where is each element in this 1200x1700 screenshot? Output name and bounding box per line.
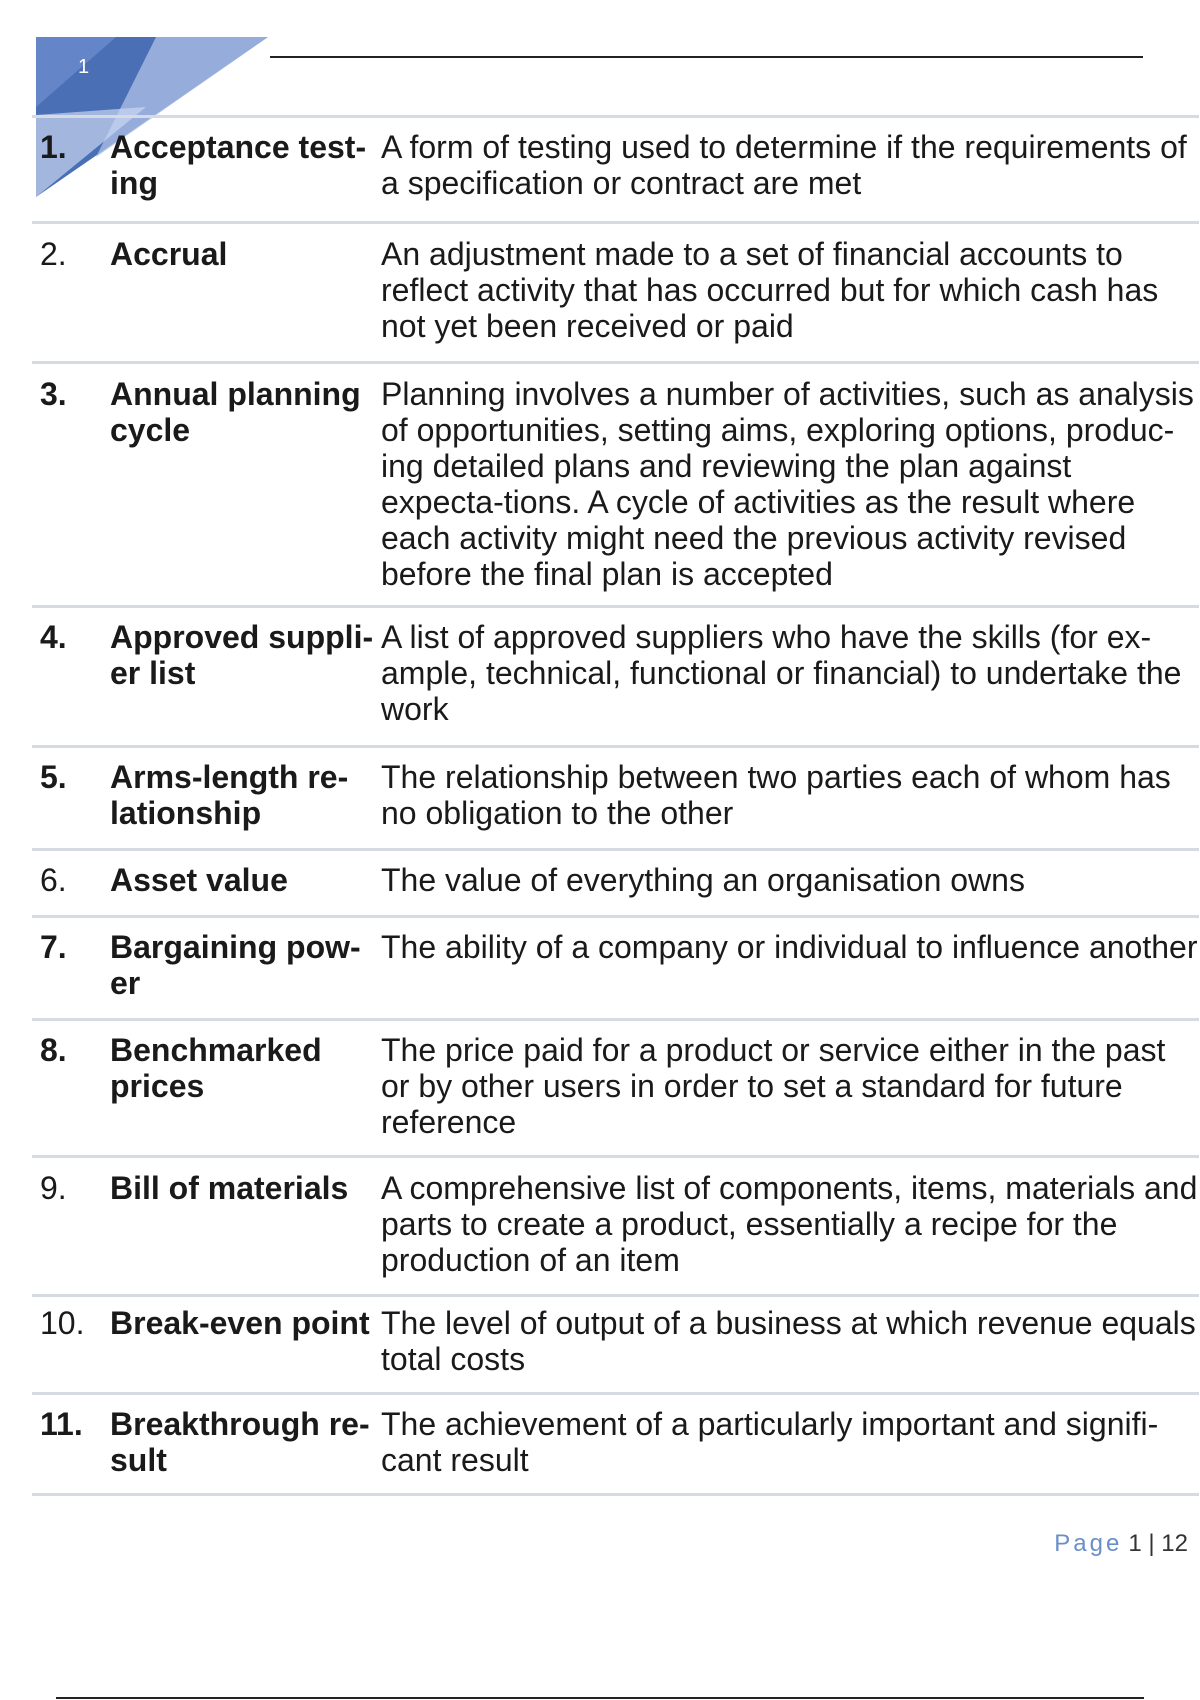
row-number: 5. bbox=[40, 759, 67, 795]
page-footer bbox=[1054, 1530, 1188, 1558]
page-total: 12 bbox=[1161, 1530, 1188, 1557]
row-number: 11. bbox=[40, 1406, 83, 1442]
page-current: 1 bbox=[1128, 1530, 1142, 1557]
glossary-row bbox=[32, 361, 1199, 605]
page-separator: | bbox=[1148, 1530, 1155, 1557]
row-number: 9. bbox=[40, 1170, 67, 1206]
row-term: Annual planning cycle bbox=[110, 376, 361, 448]
row-number: 1. bbox=[40, 129, 67, 165]
row-term: Bargaining pow- er bbox=[110, 929, 361, 1001]
row-term: Arms-length re- lationship bbox=[110, 759, 349, 831]
row-definition: The value of everything an organisation owns bbox=[381, 862, 1025, 898]
row-term: Approved suppli- er list bbox=[110, 619, 374, 691]
glossary-row bbox=[32, 1018, 1199, 1155]
row-definition: Planning involves a number of activities, such as analysis of opportunities, setting aims, exploring options, produc-ing detailed plans and reviewing the plan against expecta-tions. A cycle of activities as the result where each activity might need the previous activity revised before the final plan is accepted bbox=[381, 376, 1194, 592]
glossary-row bbox=[32, 115, 1199, 221]
row-definition: The ability of a company or individual to influence another bbox=[381, 929, 1198, 965]
row-number: 7. bbox=[40, 929, 67, 965]
row-definition: A form of testing used to determine if the requirements of a specification or contract are met bbox=[381, 129, 1187, 201]
row-term: Break-even point bbox=[110, 1305, 370, 1341]
row-term: Accrual bbox=[110, 236, 228, 272]
tab-page-number: 1 bbox=[78, 56, 90, 78]
page-label: Page bbox=[1054, 1530, 1123, 1557]
row-definition: An adjustment made to a set of financial accounts to reflect activity that has occurred but for which cash has not yet been received or paid bbox=[381, 236, 1159, 344]
row-term: Asset value bbox=[110, 862, 288, 898]
glossary-row bbox=[32, 915, 1199, 1018]
header-rule bbox=[270, 56, 1143, 58]
glossary-row bbox=[32, 1294, 1199, 1392]
glossary-row bbox=[32, 848, 1199, 915]
row-term: Acceptance test- ing bbox=[110, 129, 367, 201]
row-term: Bill of materials bbox=[110, 1170, 349, 1206]
row-number: 6. bbox=[40, 862, 67, 898]
row-definition: The level of output of a business at which revenue equals total costs bbox=[381, 1305, 1196, 1377]
glossary-row bbox=[32, 605, 1199, 745]
row-definition: A comprehensive list of components, items, materials and parts to create a product, essentially a recipe for the production of an item bbox=[381, 1170, 1198, 1278]
row-definition: The achievement of a particularly important and signifi-cant result bbox=[381, 1406, 1159, 1478]
glossary-table bbox=[32, 115, 1199, 1496]
row-number: 4. bbox=[40, 619, 67, 655]
glossary-row bbox=[32, 745, 1199, 848]
row-definition: The price paid for a product or service either in the past or by other users in order to set a standard for future reference bbox=[381, 1032, 1166, 1140]
row-number: 10. bbox=[40, 1305, 85, 1341]
row-term: Benchmarked prices bbox=[110, 1032, 322, 1104]
glossary-row bbox=[32, 1155, 1199, 1294]
row-number: 8. bbox=[40, 1032, 67, 1068]
row-definition: A list of approved suppliers who have the skills (for ex-ample, technical, functional or financial) to undertake the work bbox=[381, 619, 1182, 727]
row-term: Breakthrough re- sult bbox=[110, 1406, 370, 1478]
row-number: 3. bbox=[40, 376, 67, 412]
row-definition: The relationship between two parties each of whom has no obligation to the other bbox=[381, 759, 1171, 831]
glossary-row bbox=[32, 221, 1199, 361]
footer-rule bbox=[56, 1697, 1144, 1699]
row-number: 2. bbox=[40, 236, 67, 272]
glossary-row bbox=[32, 1392, 1199, 1496]
